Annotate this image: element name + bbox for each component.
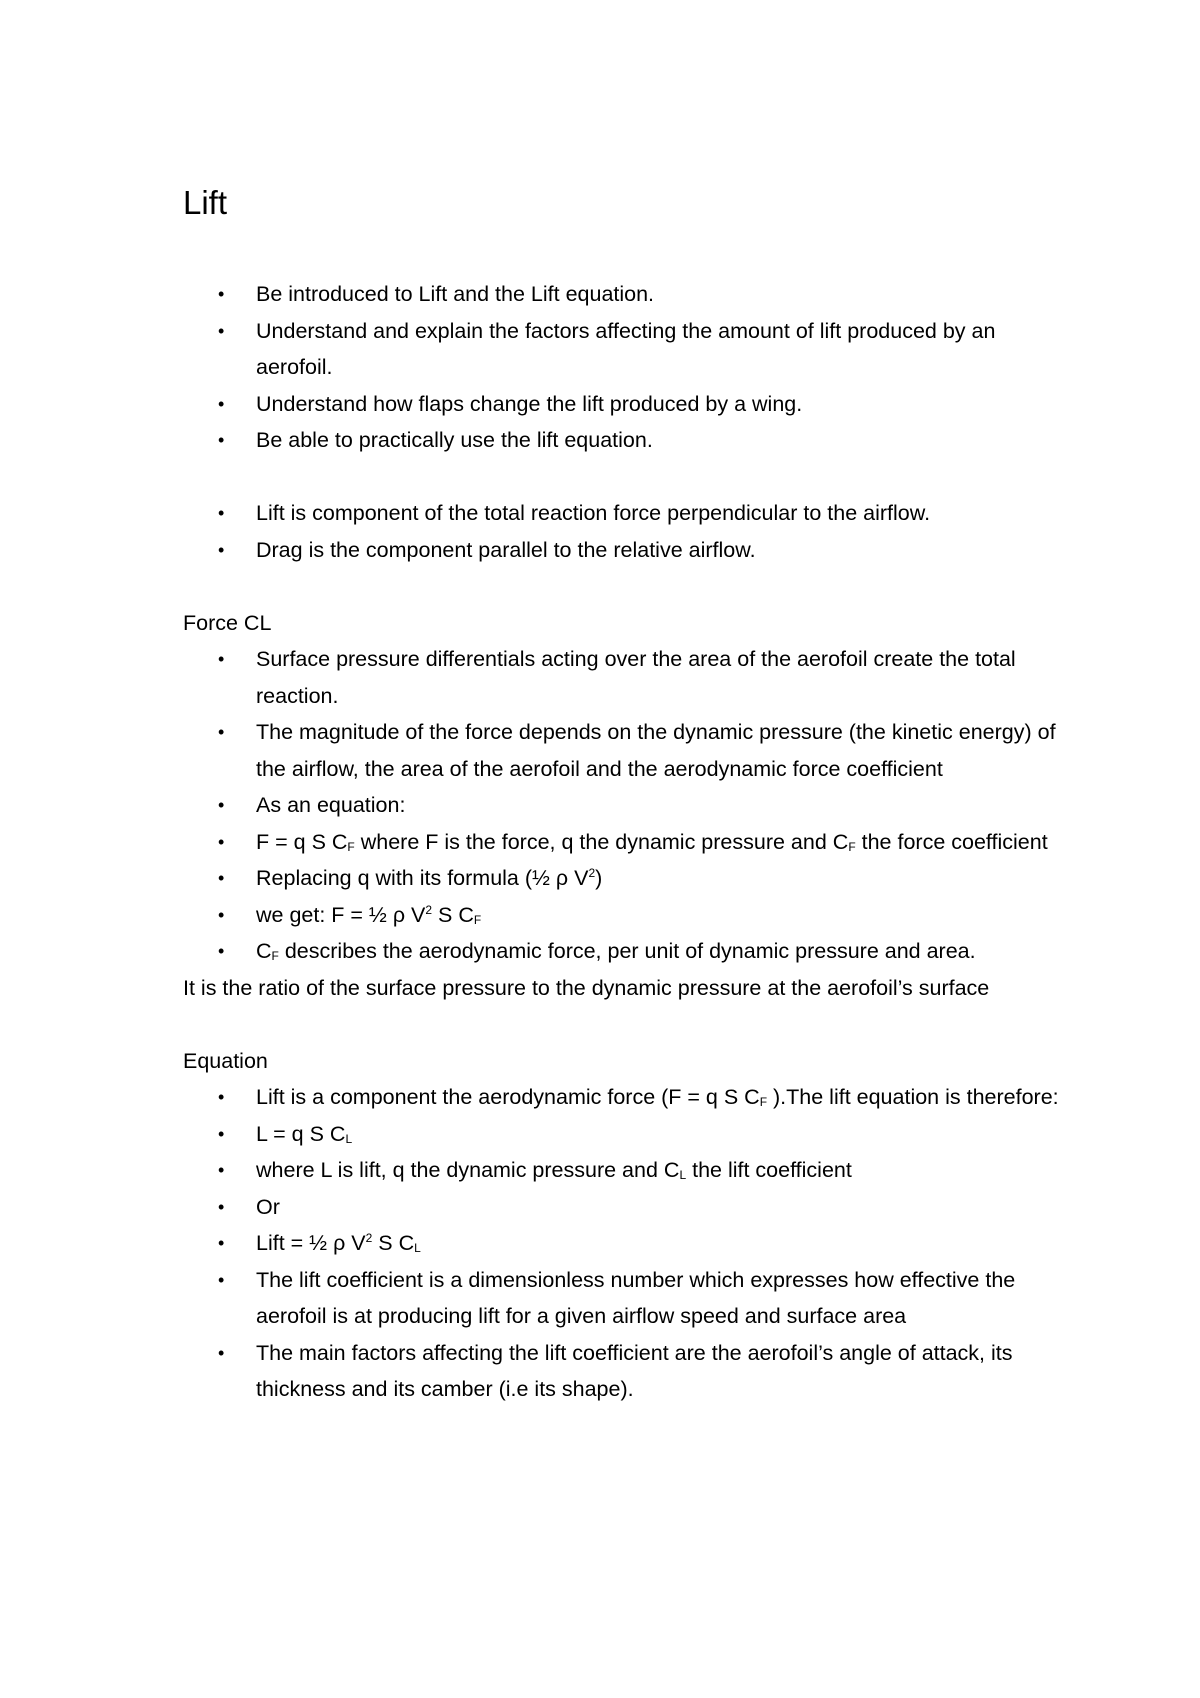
bullet-icon: • — [218, 1123, 225, 1144]
bullet-icon: • — [218, 1269, 225, 1290]
bullet-icon: • — [218, 503, 225, 523]
spacer — [183, 459, 1063, 496]
bullet-icon: • — [218, 1196, 225, 1217]
list-item: • F = q S $C_F$ where F is the force, q the dynamic pressure and $C_F$ the force coefficient — [183, 824, 1063, 861]
list-item: • Or — [183, 1189, 1063, 1226]
bullet-icon: • — [218, 320, 225, 341]
objectives-list — [183, 276, 1063, 459]
bullet-icon: • — [218, 1160, 225, 1180]
list-item: • Be introduced to Lift and the Lift equation. — [183, 276, 1063, 313]
bullet-icon: • — [218, 539, 225, 560]
list-item: • Replacing q with its formula (½ ρ $V^2$) — [183, 860, 1063, 897]
list-item: • Lift = ½ ρ $V^2$ S $C_L$ — [183, 1225, 1063, 1262]
bullet-icon: • — [218, 1087, 225, 1107]
force-list — [183, 641, 1063, 970]
bullet-icon: • — [218, 1233, 225, 1253]
list-item: • L = q S $C_L$ — [183, 1116, 1063, 1153]
bullet-icon: • — [218, 284, 225, 304]
list-item: • The magnitude of the force depends on the dynamic pressure (the kinetic energy) of the airflow, the area of the aerofoil and the aerodynamic force coefficient — [183, 714, 1063, 787]
bullet-icon: • — [218, 722, 225, 742]
list-item: • we get: F = ½ ρ $V^2$ S $C_F$ — [183, 897, 1063, 934]
list-item: • The lift coefficient is a dimensionless number which expresses how effective the aerofoil is at producing lift for a given airflow speed and surface area — [183, 1262, 1063, 1335]
ratio-paragraph: It is the ratio of the surface pressure to the dynamic pressure at the aerofoil’s surface — [183, 975, 990, 1000]
list-item: • Drag is the component parallel to the relative airflow. — [183, 532, 1063, 569]
bullet-icon: • — [218, 393, 225, 414]
list-item: • $C_F$ describes the aerodynamic force, per unit of dynamic pressure and area. — [183, 933, 1063, 970]
list-item: • Lift is component of the total reaction force perpendicular to the airflow. — [183, 495, 1063, 532]
list-item: • Surface pressure differentials acting over the area of the aerofoil create the total reaction. — [183, 641, 1063, 714]
list-item: • Understand and explain the factors affecting the amount of lift produced by an aerofoil. — [183, 313, 1063, 386]
list-item: • Be able to practically use the lift equation. — [183, 422, 1063, 459]
equation-heading: Equation — [183, 1048, 268, 1073]
force-heading: Force CL — [183, 610, 272, 635]
bullet-icon: • — [218, 904, 225, 925]
bullet-icon: • — [218, 1342, 225, 1363]
list-item: • Understand how flaps change the lift produced by a wing. — [183, 386, 1063, 423]
equation-list — [183, 1079, 1063, 1408]
list-item: • where L is lift, q the dynamic pressure and $C_L$ the lift coefficient — [183, 1152, 1063, 1189]
bullet-icon: • — [218, 868, 225, 888]
list-item: • As an equation: — [183, 787, 1063, 824]
document-body — [183, 276, 1063, 1408]
page-title: Lift — [183, 184, 228, 221]
definitions-list — [183, 495, 1063, 568]
spacer — [183, 568, 1063, 605]
bullet-icon: • — [218, 831, 225, 852]
bullet-icon: • — [218, 795, 225, 815]
bullet-icon: • — [218, 941, 225, 961]
list-item: • Lift is a component the aerodynamic force (F = q S $C_F$ ).The lift equation is therefore: — [183, 1079, 1063, 1116]
spacer — [183, 1006, 1063, 1043]
bullet-icon: • — [218, 649, 225, 669]
bullet-icon: • — [218, 430, 225, 450]
list-item: • The main factors affecting the lift coefficient are the aerofoil’s angle of attack, its thickness and its camber (i.e its shape). — [183, 1335, 1063, 1408]
